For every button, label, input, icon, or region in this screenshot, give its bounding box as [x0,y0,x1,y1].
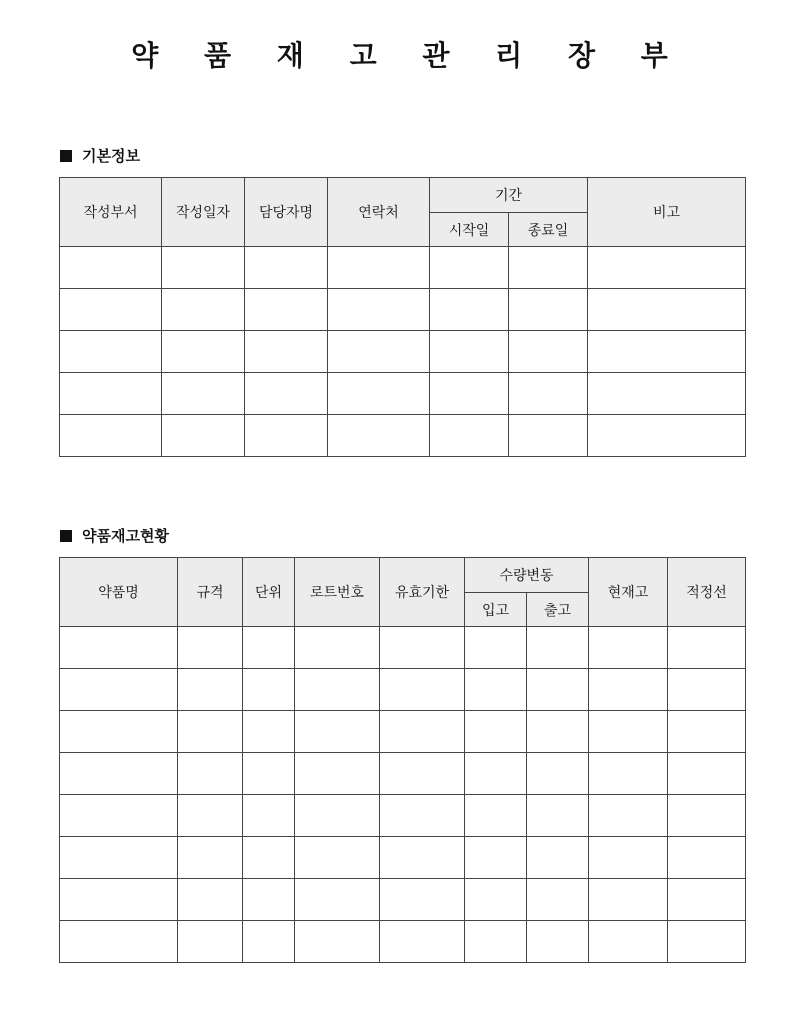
table-cell[interactable] [527,711,589,753]
header-incoming: 입고 [465,593,527,627]
table-cell[interactable] [295,711,380,753]
table-row [60,627,746,669]
table-cell[interactable] [295,669,380,711]
table-cell[interactable] [668,669,746,711]
table-cell[interactable] [465,879,527,921]
table-cell[interactable] [60,669,178,711]
table-row [60,879,746,921]
header-contact: 연락처 [328,178,430,247]
table-cell[interactable] [380,795,465,837]
table-cell[interactable] [178,711,243,753]
header-drug-name: 약품명 [60,558,178,627]
table-cell[interactable] [178,837,243,879]
table-cell[interactable] [668,837,746,879]
table-cell[interactable] [178,879,243,921]
table-cell[interactable] [295,921,380,963]
table-row [60,837,746,879]
table-cell[interactable] [527,921,589,963]
table-cell[interactable] [380,627,465,669]
section-heading-label: 기본정보 [82,147,140,165]
table-cell[interactable] [60,837,178,879]
section-heading-label: 약품재고현황 [82,527,169,545]
table-cell[interactable] [589,921,668,963]
table-cell[interactable] [509,373,588,415]
table-cell[interactable] [668,795,746,837]
table-cell[interactable] [178,753,243,795]
table-cell[interactable] [668,627,746,669]
table-cell[interactable] [589,753,668,795]
table-cell[interactable] [465,837,527,879]
table-cell[interactable] [668,921,746,963]
header-manager: 담당자명 [245,178,328,247]
table-cell[interactable] [243,921,295,963]
table-cell[interactable] [245,373,328,415]
table-cell[interactable] [430,373,509,415]
table-cell[interactable] [328,415,430,457]
table-cell[interactable] [60,415,162,457]
header-remarks: 비고 [588,178,746,247]
table-cell[interactable] [60,627,178,669]
page-title: 약 품 재 고 관 리 장 부 [131,39,686,72]
table-cell[interactable] [668,753,746,795]
table-cell[interactable] [60,711,178,753]
table-cell[interactable] [465,921,527,963]
table-cell[interactable] [527,669,589,711]
basic-info-body [60,247,746,457]
table-cell[interactable] [245,247,328,289]
table-cell[interactable] [527,795,589,837]
table-row [60,921,746,963]
table-row [60,373,746,415]
table-row [60,415,746,457]
table-cell[interactable] [430,415,509,457]
header-unit: 단위 [243,558,295,627]
square-bullet-icon [60,150,72,162]
inventory-body [60,627,746,963]
table-row [60,711,746,753]
table-cell[interactable] [589,711,668,753]
table-cell[interactable] [162,373,245,415]
table-cell[interactable] [588,247,746,289]
table-cell[interactable] [243,795,295,837]
table-cell[interactable] [465,627,527,669]
table-cell[interactable] [245,415,328,457]
header-date: 작성일자 [162,178,245,247]
table-cell[interactable] [589,795,668,837]
table-cell[interactable] [243,711,295,753]
table-cell[interactable] [509,247,588,289]
table-cell[interactable] [162,289,245,331]
table-cell[interactable] [178,627,243,669]
header-start-date: 시작일 [430,213,509,247]
table-cell[interactable] [60,331,162,373]
table-cell[interactable] [380,879,465,921]
table-cell[interactable] [328,373,430,415]
table-cell[interactable] [295,837,380,879]
header-dept: 작성부서 [60,178,162,247]
table-cell[interactable] [245,289,328,331]
table-row [60,669,746,711]
table-cell[interactable] [295,627,380,669]
header-end-date: 종료일 [509,213,588,247]
table-cell[interactable] [178,669,243,711]
table-cell[interactable] [465,795,527,837]
section-heading-basic-info [60,146,140,166]
table-row [60,795,746,837]
inventory-table [59,557,746,963]
table-cell[interactable] [527,753,589,795]
table-cell[interactable] [430,331,509,373]
table-cell[interactable] [380,669,465,711]
table-cell[interactable] [162,331,245,373]
header-outgoing: 출고 [527,593,589,627]
table-cell[interactable] [380,753,465,795]
table-row [60,289,746,331]
header-period: 기간 [430,178,588,213]
header-current-stock: 현재고 [589,558,668,627]
table-cell[interactable] [430,247,509,289]
table-cell[interactable] [380,921,465,963]
table-cell[interactable] [243,879,295,921]
table-cell[interactable] [328,247,430,289]
table-cell[interactable] [588,289,746,331]
table-row [60,247,746,289]
table-cell[interactable] [668,711,746,753]
header-expiry: 유효기한 [380,558,465,627]
table-cell[interactable] [589,627,668,669]
table-cell[interactable] [430,289,509,331]
header-optimal-level: 적정선 [668,558,746,627]
table-cell[interactable] [509,289,588,331]
table-cell[interactable] [527,879,589,921]
header-spec: 규격 [178,558,243,627]
table-cell[interactable] [380,711,465,753]
table-cell[interactable] [162,415,245,457]
header-quantity-change: 수량변동 [465,558,589,593]
square-bullet-icon [60,530,72,542]
table-cell[interactable] [60,921,178,963]
table-cell[interactable] [328,289,430,331]
table-cell[interactable] [295,795,380,837]
table-cell[interactable] [295,879,380,921]
table-cell[interactable] [328,331,430,373]
header-lot-number: 로트번호 [295,558,380,627]
table-cell[interactable] [60,247,162,289]
table-cell[interactable] [60,373,162,415]
table-cell[interactable] [588,331,746,373]
basic-info-table [59,177,746,457]
table-row [60,331,746,373]
table-cell[interactable] [509,331,588,373]
table-cell[interactable] [60,753,178,795]
table-cell[interactable] [60,879,178,921]
table-cell[interactable] [465,753,527,795]
table-cell[interactable] [527,627,589,669]
table-cell[interactable] [245,331,328,373]
table-cell[interactable] [509,415,588,457]
table-cell[interactable] [588,415,746,457]
table-cell[interactable] [465,711,527,753]
table-row [60,753,746,795]
table-cell[interactable] [60,795,178,837]
table-cell[interactable] [243,627,295,669]
table-cell[interactable] [380,837,465,879]
table-cell[interactable] [465,669,527,711]
table-cell[interactable] [589,669,668,711]
table-cell[interactable] [178,795,243,837]
table-cell[interactable] [527,837,589,879]
table-cell[interactable] [60,289,162,331]
table-cell[interactable] [589,837,668,879]
table-cell[interactable] [243,837,295,879]
table-cell[interactable] [178,921,243,963]
table-cell[interactable] [295,753,380,795]
table-cell[interactable] [588,373,746,415]
table-cell[interactable] [589,879,668,921]
section-heading-inventory [60,526,169,546]
table-cell[interactable] [162,247,245,289]
table-cell[interactable] [243,669,295,711]
table-cell[interactable] [243,753,295,795]
table-cell[interactable] [668,879,746,921]
